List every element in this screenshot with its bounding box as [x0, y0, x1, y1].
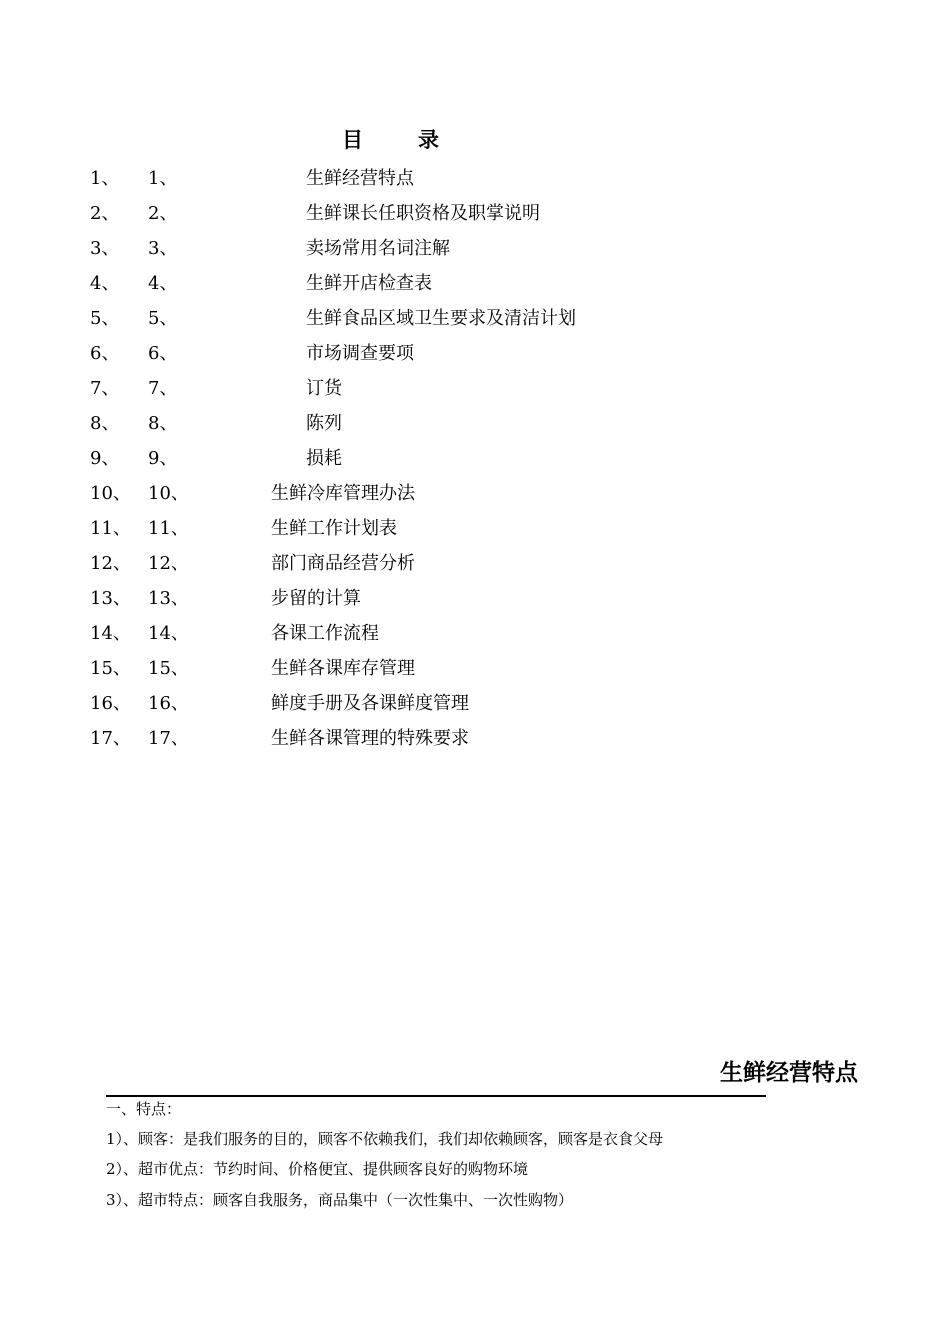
toc-title [342, 124, 439, 154]
toc-item-label: 生鲜各课库存管理 [271, 658, 415, 679]
toc-item-subnumber: 10、 [148, 483, 189, 504]
toc-item-subnumber: 4、 [148, 273, 178, 294]
toc-item-number: 9、 [90, 448, 120, 469]
toc-item-subnumber: 3、 [148, 238, 178, 259]
toc-item-label: 生鲜经营特点 [306, 168, 414, 189]
toc-item-label: 卖场常用名词注解 [306, 238, 450, 259]
toc-item-subnumber: 9、 [148, 448, 178, 469]
toc-item [0, 473, 950, 508]
toc-item [0, 228, 950, 263]
toc-item-label: 市场调查要项 [306, 343, 414, 364]
toc-item-number: 14、 [90, 623, 131, 644]
toc-item [0, 613, 950, 648]
toc-item-subnumber: 8、 [148, 413, 178, 434]
toc-item-label: 订货 [306, 378, 342, 399]
toc-item-number: 7、 [90, 378, 120, 399]
toc-item [0, 683, 950, 718]
toc-item-subnumber: 7、 [148, 378, 178, 399]
toc-item-number: 3、 [90, 238, 120, 259]
toc-item-subnumber: 5、 [148, 308, 178, 329]
toc-item-number: 8、 [90, 413, 120, 434]
toc-item-number: 5、 [90, 308, 120, 329]
toc-item [0, 403, 950, 438]
toc-item-subnumber: 6、 [148, 343, 178, 364]
toc-item-label: 损耗 [306, 448, 342, 469]
toc-item-subnumber: 16、 [148, 693, 189, 714]
toc-item [0, 158, 950, 193]
toc-item-number: 17、 [90, 728, 131, 749]
toc-title-char-1: 目 [342, 128, 363, 152]
toc-item-label: 生鲜课长任职资格及职掌说明 [306, 203, 540, 224]
toc-item [0, 333, 950, 368]
body-line-1: 1）、顾客：是我们服务的目的，顾客不依赖我们，我们却依赖顾客，顾客是衣食父母 [106, 1130, 664, 1148]
toc-item-subnumber: 12、 [148, 553, 189, 574]
toc-item [0, 298, 950, 333]
toc-item-subnumber: 13、 [148, 588, 189, 609]
toc-item-number: 11、 [90, 518, 131, 539]
section-divider [106, 1095, 766, 1097]
toc-item-label: 陈列 [306, 413, 342, 434]
toc-item [0, 718, 950, 753]
toc-item-label: 生鲜各课管理的特殊要求 [271, 728, 469, 749]
toc-item-number: 15、 [90, 658, 131, 679]
toc-item-label: 生鲜工作计划表 [271, 518, 397, 539]
toc-item-number: 16、 [90, 693, 131, 714]
section-title: 生鲜经营特点 [720, 1060, 858, 1086]
toc-item-number: 4、 [90, 273, 120, 294]
body-line-3: 3）、超市特点：顾客自我服务，商品集中（一次性集中、一次性购物） [106, 1191, 574, 1209]
toc-item [0, 438, 950, 473]
toc-item-subnumber: 2、 [148, 203, 178, 224]
toc-item-number: 12、 [90, 553, 131, 574]
toc-item-subnumber: 15、 [148, 658, 189, 679]
toc-item [0, 578, 950, 613]
toc-item-number: 6、 [90, 343, 120, 364]
toc-item-number: 13、 [90, 588, 131, 609]
toc-item-label: 生鲜冷库管理办法 [271, 483, 415, 504]
toc-item [0, 543, 950, 578]
toc-item-label: 各课工作流程 [271, 623, 379, 644]
toc-item [0, 193, 950, 228]
toc-title-char-2: 录 [418, 128, 439, 152]
toc-item-number: 2、 [90, 203, 120, 224]
toc-item [0, 263, 950, 298]
toc-item-label: 步留的计算 [271, 588, 361, 609]
toc-item [0, 508, 950, 543]
toc-item-subnumber: 14、 [148, 623, 189, 644]
toc-item-label: 鲜度手册及各课鲜度管理 [271, 693, 469, 714]
toc-item-subnumber: 1、 [148, 168, 178, 189]
body-line-2: 2）、超市优点：节约时间、价格便宜、提供顾客良好的购物环境 [106, 1160, 529, 1178]
toc-item-number: 10、 [90, 483, 131, 504]
toc-item-label: 部门商品经营分析 [271, 553, 415, 574]
body-line-heading: 一、特点： [106, 1100, 182, 1118]
toc-item-label: 生鲜开店检查表 [306, 273, 432, 294]
toc-item [0, 368, 950, 403]
toc-item-label: 生鲜食品区域卫生要求及清洁计划 [306, 308, 576, 329]
toc-item-number: 1、 [90, 168, 120, 189]
toc-item-subnumber: 17、 [148, 728, 189, 749]
toc-item [0, 648, 950, 683]
toc-item-subnumber: 11、 [148, 518, 189, 539]
